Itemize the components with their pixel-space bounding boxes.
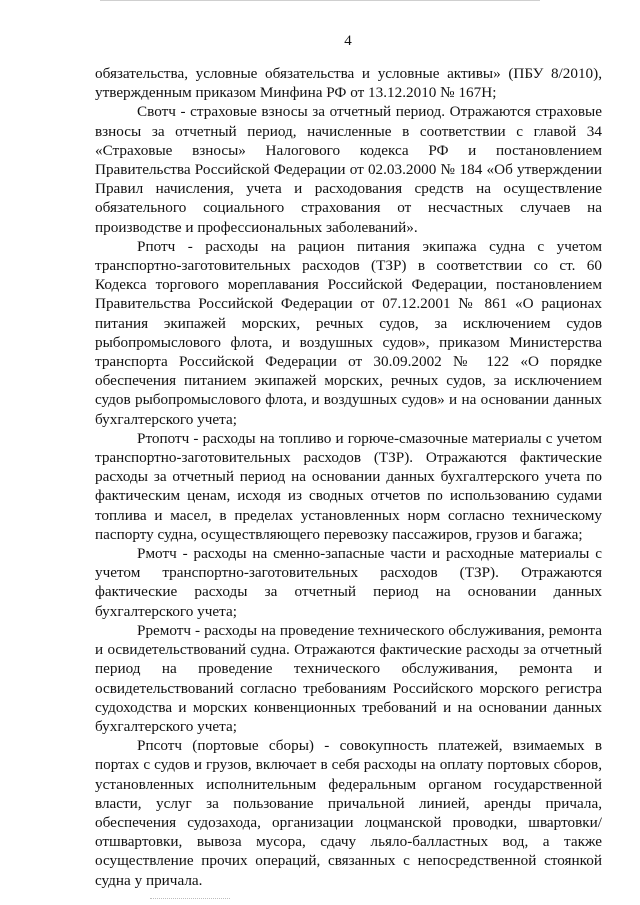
paragraph-rtopotch: Ртопотч - расходы на топливо и горюче-смазочные материалы с учетом транспортно-заготовительных расходов (ТЗР). Отражаются фактические расходы за отчетный период на основании данных бухгалтерского учета по фактическим ценам, исходя из сводных отчетов по использованию судами топлива и масел, в пределах установленных норм согласно техническому паспорту судна, осуществляющего перевозку пассажиров, грузов и багажа;: [95, 429, 602, 543]
bottom-scan-marks: [150, 898, 230, 903]
paragraph-rmotch: Рмотч - расходы на сменно-запасные части и расходные материалы с учетом транспортно-заготовительных расходов (ТЗР). Отражаются фактические расходы за отчетный период на основании данных бухгалтерского учета;: [95, 545, 602, 620]
top-edge-rule: [100, 0, 540, 2]
document-body: [95, 64, 602, 890]
paragraph-rremotch: Рремотч - расходы на проведение технического обслуживания, ремонта и освидетельствований судна. Отражаются фактические расходы за отчетный период на проведение технического обслуживания, ремонта и освидетельствований согласно требованиям Российского морского регистра судоходства и морских конвенционных требований и на основании данных бухгалтерского учета;: [95, 621, 602, 735]
page-number: 4: [344, 33, 352, 49]
paragraph-rpotch: Рпотч - расходы на рацион питания экипажа судна с учетом транспортно-заготовительных расходов (ТЗР) в соответствии со ст. 60 Кодекса торгового мореплавания Российской Федерации, постановлением Правительства Российской Федерации от 07.12.2001 № 861 «О рационах питания экипажей морских, речных судов, за исключением судов рыбопромыслового флота, и воздушных судов», приказом Министерства транспорта Российской Федерации от 30.09.2002 № 122 «О порядке обеспечения питанием экипажей морских, речных судов, за исключением судов рыбопромыслового флота, и воздушных судов» и на основании данных бухгалтерского учета;: [95, 237, 602, 428]
paragraph-rpsotch: Рпсотч (портовые сборы) - совокупность платежей, взимаемых в портах с судов и грузов, включает в себя расходы на оплату портовых сборов, установленных исполнительным федеральным органом государственной власти, услуг за пользование причальной линией, аренды причала, обеспечения судозахода, организации лоцманской проводки, швартовки/отшвартовки, вывоза мусора, сдачу льяло-балластных вод, а также осуществление прочих операций, связанных с непосредственной стоянкой судна у причала.: [95, 737, 602, 889]
paragraph-continued: обязательства, условные обязательства и условные активы» (ПБУ 8/2010), утвержденным приказом Минфина РФ от 13.12.2010 № 167Н;: [95, 65, 602, 102]
paragraph-svotch: Свотч - страховые взносы за отчетный период. Отражаются страховые взносы за отчетный период, начисленные в соответствии с главой 34 «Страховые взносы» Налогового кодекса РФ и постановлением Правительства Российской Федерации от 02.03.2000 № 184 «Об утверждении Правил начисления, учета и расходования средств на осуществление обязательного социального страхования от несчастных случаев на производстве и профессиональных заболеваний».: [95, 103, 602, 236]
